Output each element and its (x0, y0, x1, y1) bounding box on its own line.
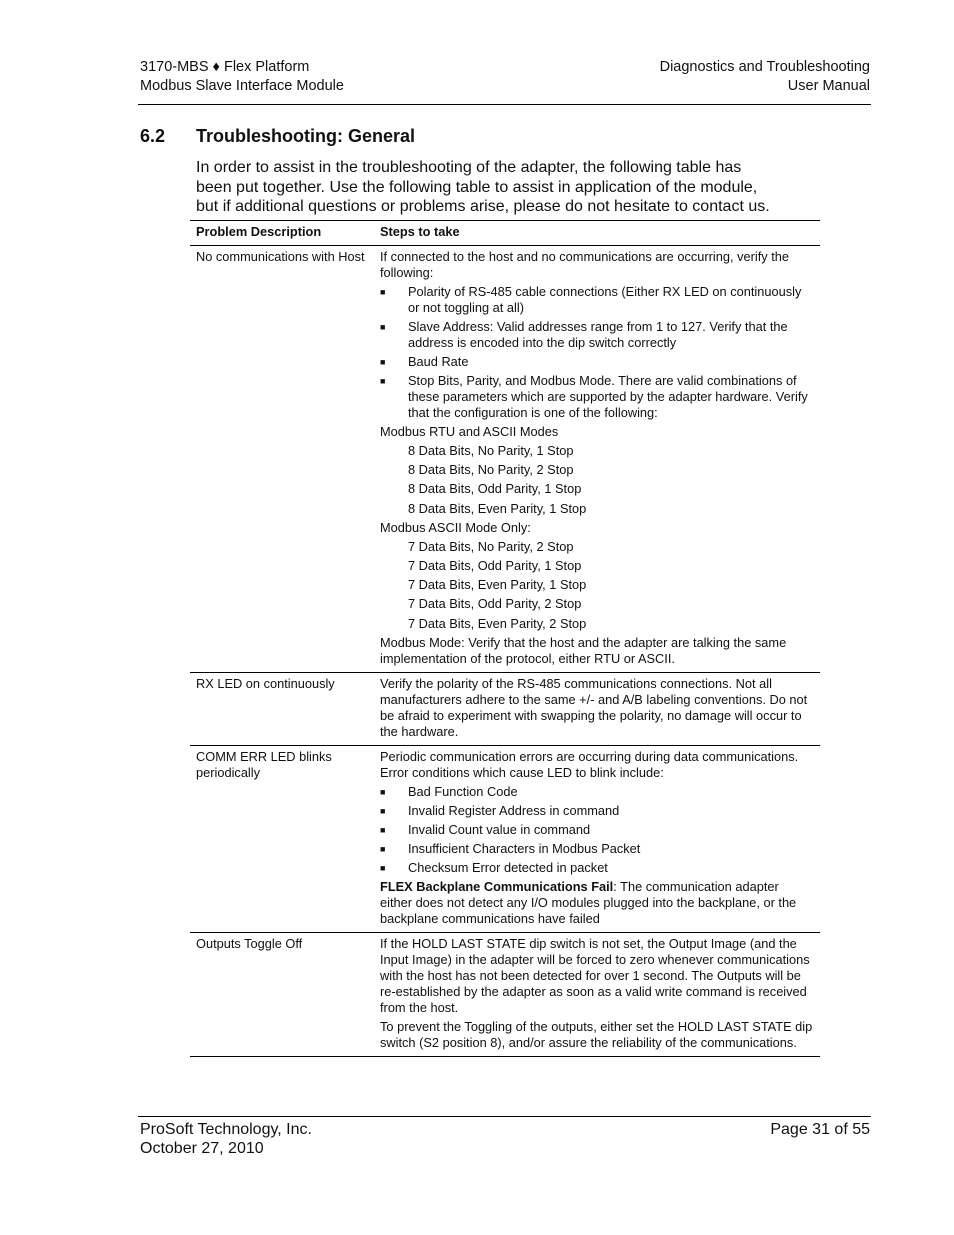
steps-intro: Periodic communication errors are occurring during data communications. Error conditions which cause LED to blink include: (380, 748, 799, 780)
config-item: 7 Data Bits, No Parity, 2 Stop (408, 538, 574, 554)
bullet-icon: ■ (380, 322, 386, 332)
steps-cell (380, 249, 820, 670)
bullet-icon: ■ (380, 824, 386, 835)
bullet-icon: ■ (380, 843, 386, 854)
steps-intro: If connected to the host and no communications are occurring, verify the following: (380, 249, 790, 280)
problem-cell: COMM ERR LED blinks periodically (196, 748, 332, 780)
page-header-right (660, 58, 870, 95)
ascii-heading: Modbus ASCII Mode Only: (380, 519, 531, 535)
header-divider (138, 104, 871, 105)
table-row (190, 745, 820, 932)
table-row (190, 932, 820, 1057)
bullet-item: ■ Stop Bits, Parity, and Modbus Mode. There are valid combinations of these parameters which are supported by the adapter hardware. Verify that the configuration is one of the following: (380, 373, 808, 420)
bullet-icon: ■ (380, 287, 386, 297)
bullet-item: ■ Invalid Register Address in command (380, 802, 620, 818)
bullet-icon: ■ (380, 805, 386, 816)
rtu-heading: Modbus RTU and ASCII Modes (380, 424, 559, 439)
page-footer-left (140, 1120, 312, 1158)
steps-cell (380, 749, 820, 930)
section-number: 6.2 (140, 126, 166, 146)
steps-cell (380, 676, 820, 743)
config-item: 7 Data Bits, Even Parity, 2 Stop (408, 615, 587, 631)
intro-line: been put together. Use the following table to assist in application of the module, (196, 178, 758, 196)
bullet-icon: ■ (380, 786, 386, 797)
config-item: 8 Data Bits, No Parity, 1 Stop (408, 443, 574, 458)
section-heading (140, 126, 415, 147)
bullet-item: ■ Insufficient Characters in Modbus Packet (380, 840, 641, 856)
config-item: 8 Data Bits, Even Parity, 1 Stop (408, 500, 587, 516)
config-item: 8 Data Bits, Odd Parity, 1 Stop (408, 481, 582, 497)
steps-paragraph: To prevent the Toggling of the outputs, either set the HOLD LAST STATE dip switch (S2 position 8), and/or assure the reliability of the communications. (380, 1018, 813, 1050)
manual-name: User Manual (787, 77, 870, 94)
bullet-icon: ■ (380, 862, 386, 873)
page-footer-right (770, 1120, 870, 1139)
troubleshooting-table (190, 220, 820, 1057)
page-number: Page 31 of 55 (770, 1121, 870, 1138)
table-header-row (190, 220, 820, 245)
config-item: 7 Data Bits, Even Parity, 1 Stop (408, 577, 587, 593)
steps-cell (380, 936, 820, 1054)
bullet-icon: ■ (380, 357, 386, 367)
bullet-item: ■ Checksum Error detected in packet (380, 859, 608, 875)
bullet-item: ■ Slave Address: Valid addresses range from 1 to 127. Verify that the address is encoded into the dip switch correctly (380, 319, 788, 350)
backplane-note (380, 879, 814, 927)
bullet-item: ■ Bad Function Code (380, 783, 518, 799)
footer-divider (138, 1116, 871, 1117)
company-name: ProSoft Technology, Inc. (140, 1121, 312, 1138)
config-item: 7 Data Bits, Odd Parity, 2 Stop (408, 596, 582, 612)
publication-date: October 27, 2010 (140, 1140, 264, 1157)
bullet-icon: ■ (380, 376, 386, 386)
backplane-note-text: : The communication adapter either does not detect any I/O modules plugged into the backplane, or the backplane communications have failed (380, 878, 797, 926)
intro-line: In order to assist in the troubleshooting of the adapter, the following table has (196, 159, 742, 176)
bullet-item: ■ Invalid Count value in command (380, 821, 591, 837)
bullet-item: ■ Polarity of RS-485 cable connections (Either RX LED on continuously or not toggling at all) (380, 284, 802, 315)
intro-paragraph (196, 158, 826, 217)
table-row (190, 672, 820, 745)
steps-closing: Modbus Mode: Verify that the host and the adapter are talking the same implementation of the protocol, either RTU or ASCII. (380, 634, 787, 666)
intro-line: but if additional questions or problems arise, please do not hesitate to contact us. (196, 198, 770, 215)
section-title: Troubleshooting: General (196, 126, 416, 146)
column-header-steps: Steps to take (380, 224, 460, 239)
page-header-left (140, 58, 344, 95)
problem-cell: Outputs Toggle Off (196, 935, 303, 951)
module-name: Modbus Slave Interface Module (140, 77, 344, 94)
config-item: 8 Data Bits, No Parity, 2 Stop (408, 462, 574, 478)
problem-cell: RX LED on continuously (196, 675, 335, 691)
backplane-note-lead: FLEX Backplane Communications Fail (380, 878, 614, 894)
chapter-name: Diagnostics and Troubleshooting (659, 59, 870, 75)
steps-paragraph: If the HOLD LAST STATE dip switch is not set, the Output Image (and the Input Image) in the adapter will be forced to zero whenever communications with the host has not been detected for over 1 second. The Outputs will be re-established by the adapter as soon as a valid write command is received from the host. (380, 935, 810, 1015)
problem-cell: No communications with Host (196, 249, 365, 264)
column-header-problem: Problem Description (196, 224, 322, 239)
steps-text: Verify the polarity of the RS-485 communications connections. Not all manufacturers adhere to the same +/- and A/B labeling conventions. Do not be afraid to experiment with swapping the polarity, no damage will occur to the hardware. (380, 675, 808, 739)
table-row (190, 245, 820, 672)
bullet-item: ■ Baud Rate (380, 354, 469, 369)
config-item: 7 Data Bits, Odd Parity, 1 Stop (408, 557, 582, 573)
product-name: 3170-MBS ♦ Flex Platform (140, 59, 310, 75)
